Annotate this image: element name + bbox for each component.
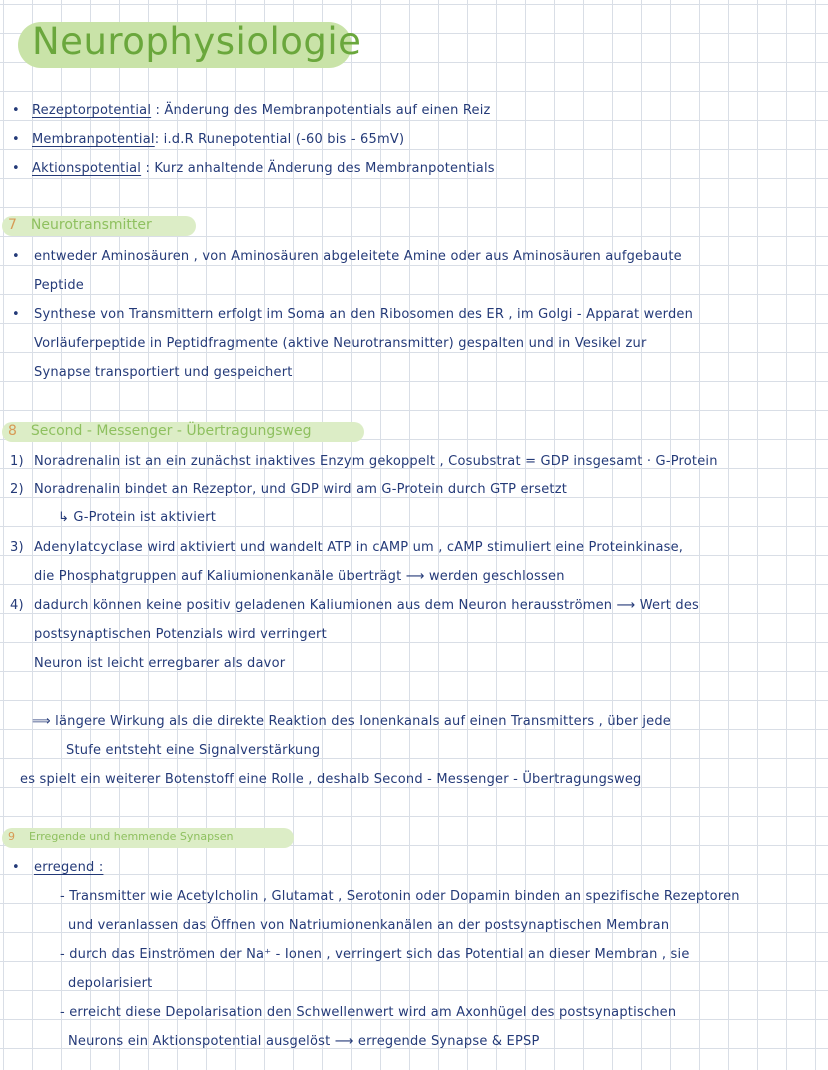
section-heading-synapsen — [8, 830, 234, 843]
conclusion-line: Stufe entsteht eine Signalverstärkung — [66, 743, 321, 758]
text-line: postsynaptischen Potenzials wird verringert — [34, 627, 327, 642]
list-item — [10, 540, 683, 555]
text-line: Peptide — [34, 278, 84, 293]
text-line: entweder Aminosäuren , von Aminosäuren abgeleitete Amine oder aus Aminosäuren aufgebaute — [34, 249, 682, 264]
list-item — [10, 598, 699, 613]
definition-separator: : — [154, 132, 164, 147]
list-item — [10, 482, 567, 497]
text-line: Vorläuferpeptide in Peptidfragmente (aktive Neurotransmitter) gespalten und in Vesikel zur — [34, 336, 647, 351]
text-line: - durch das Einströmen der Na⁺ - Ionen , verringert sich das Potential an dieser Membran , sie — [60, 947, 690, 962]
conclusion-line: ⟹ längere Wirkung als die direkte Reaktion des Ionenkanals auf einen Transmitters , über jede — [32, 714, 671, 729]
definition-term: Aktionspotential — [32, 161, 142, 176]
bullet-dot: • — [12, 103, 20, 118]
text-line: - erreicht diese Depolarisation den Schwellenwert wird am Axonhügel des postsynaptischen — [60, 1005, 677, 1020]
list-number: 1) — [10, 454, 24, 469]
definition-separator: : — [141, 161, 155, 176]
definition-rezeptorpotential — [32, 103, 491, 118]
list-number: 4) — [10, 598, 24, 613]
text-line: es spielt ein weiterer Botenstoff eine Rolle , deshalb Second - Messenger - Übertragungsweg — [20, 772, 642, 787]
page-title: Neurophysiologie — [32, 20, 362, 63]
text-line: - Transmitter wie Acetylcholin , Glutamat , Serotonin oder Dopamin binden an spezifische Rezeptoren — [60, 889, 740, 904]
definition-separator: : — [151, 103, 165, 118]
bullet-dot: • — [12, 307, 20, 322]
text-line: Synapse transportiert und gespeichert — [34, 365, 293, 380]
text-line: Neuron ist leicht erregbarer als davor — [34, 656, 286, 671]
list-text: dadurch können keine positiv geladenen Kaliumionen aus dem Neuron herausströmen ⟶ Wert des — [34, 598, 700, 613]
definition-term: Membranpotential — [32, 132, 155, 147]
list-text: Noradrenalin ist an ein zunächst inaktives Enzym gekoppelt , Cosubstrat = GDP insgesamt · G-Protein — [34, 454, 718, 469]
text-line: die Phosphatgruppen auf Kaliumionenkanäle überträgt ⟶ werden geschlossen — [34, 569, 565, 584]
section-title: Neurotransmitter — [30, 217, 152, 233]
text-line: depolarisiert — [68, 976, 153, 991]
section-title: Second - Messenger - Übertragungsweg — [30, 423, 312, 439]
sub-note: ↳ G-Protein ist aktiviert — [58, 510, 217, 525]
section-number: 8 — [8, 423, 17, 439]
list-text: Adenylatcyclase wird aktiviert und wandelt ATP in cAMP um , cAMP stimuliert eine Proteinkinase, — [34, 540, 684, 555]
text-line: und veranlassen das Öffnen von Natriumionenkanälen an der postsynaptischen Membran — [68, 918, 670, 933]
definition-aktionspotential — [32, 161, 495, 176]
section-number: 9 — [8, 830, 15, 843]
section-heading-neurotransmitter — [8, 217, 152, 233]
bullet-dot: • — [12, 132, 20, 147]
bullet-dot: • — [12, 161, 20, 176]
bullet-dot: • — [12, 249, 20, 264]
subheading-erregend: erregend : — [34, 860, 104, 875]
bullet-dot: • — [12, 860, 20, 875]
list-text: Noradrenalin bindet an Rezeptor, und GDP wird am G-Protein durch GTP ersetzt — [34, 482, 568, 497]
text-line: Synthese von Transmittern erfolgt im Soma an den Ribosomen des ER , im Golgi - Apparat werden — [34, 307, 694, 322]
section-heading-second-messenger — [8, 423, 311, 439]
definition-term: Rezeptorpotential — [32, 103, 152, 118]
definition-membranpotential — [32, 132, 404, 147]
section-number: 7 — [8, 217, 17, 233]
list-item — [10, 454, 718, 469]
text-line: Neurons ein Aktionspotential ausgelöst ⟶ erregende Synapse & EPSP — [68, 1034, 540, 1049]
definition-text: i.d.R Runepotential (-60 bis - 65mV) — [163, 132, 405, 147]
list-number: 2) — [10, 482, 24, 497]
definition-text: Änderung des Membranpotentials auf einen Reiz — [164, 103, 491, 118]
definition-text: Kurz anhaltende Änderung des Membranpotentials — [154, 161, 495, 176]
list-number: 3) — [10, 540, 24, 555]
section-title: Erregende und hemmende Synapsen — [29, 830, 234, 843]
